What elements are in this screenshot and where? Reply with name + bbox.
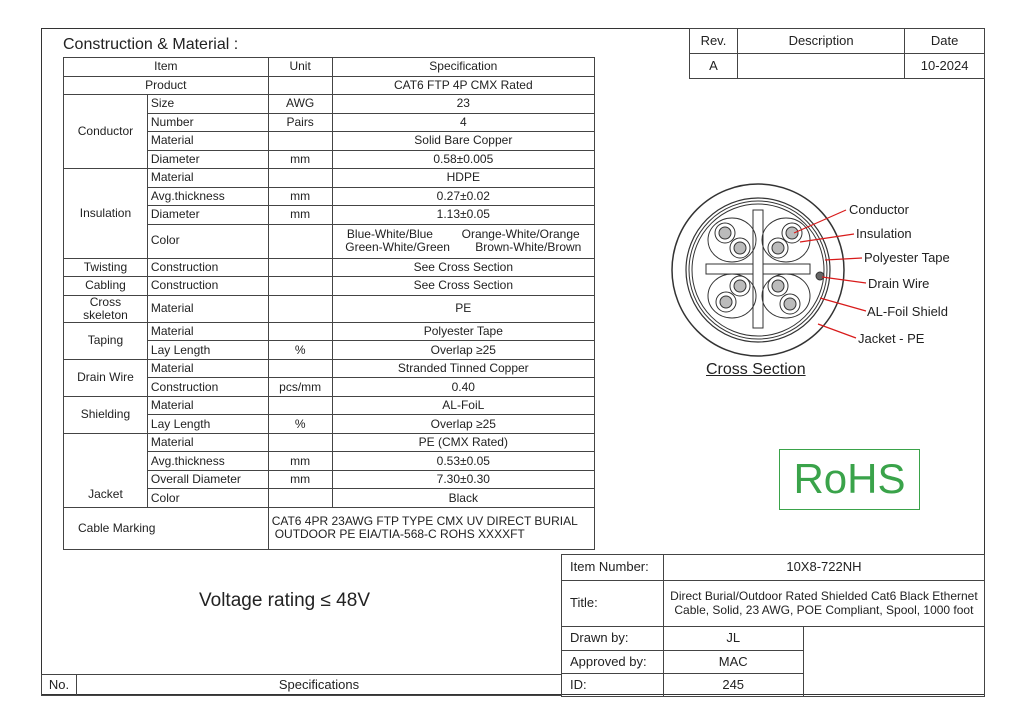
row-spec: 0.27±0.02 bbox=[332, 187, 594, 206]
header-spec: Specification bbox=[332, 58, 594, 77]
row-spec: See Cross Section bbox=[332, 258, 594, 277]
group-label: Twisting bbox=[64, 258, 148, 277]
row-spec: 0.53±0.05 bbox=[332, 452, 594, 471]
table-row bbox=[64, 433, 595, 452]
label-jacket: Jacket - PE bbox=[858, 331, 925, 346]
row-spec: 4 bbox=[332, 113, 594, 132]
row-sub: Material bbox=[147, 132, 268, 151]
row-sub: Avg.thickness bbox=[147, 187, 268, 206]
row-unit: AWG bbox=[268, 95, 332, 114]
pair-bottom-right bbox=[762, 274, 810, 318]
row-spec: See Cross Section bbox=[332, 277, 594, 296]
drain-wire-dot bbox=[816, 272, 824, 280]
row-spec: Stranded Tinned Copper bbox=[332, 359, 594, 378]
header-unit: Unit bbox=[268, 58, 332, 77]
row-spec: Solid Bare Copper bbox=[332, 132, 594, 151]
row-spec: Overlap ≥25 bbox=[332, 341, 594, 360]
row-spec: 7.30±0.30 bbox=[332, 470, 594, 489]
row-unit bbox=[268, 132, 332, 151]
revision-row bbox=[690, 54, 985, 79]
cross-section-diagram bbox=[660, 180, 960, 360]
rohs-mark: RoHS bbox=[779, 449, 920, 510]
title-block bbox=[561, 554, 985, 697]
color-pair: Green-White/Green bbox=[345, 240, 450, 254]
label-conductor: Conductor bbox=[849, 202, 909, 217]
section-heading: Construction & Material : bbox=[63, 36, 239, 53]
table-row bbox=[64, 76, 595, 95]
group-label: Shielding bbox=[64, 396, 148, 433]
color-pair: Brown-White/Brown bbox=[475, 240, 582, 254]
date-value: 10-2024 bbox=[905, 54, 985, 79]
title-value bbox=[663, 581, 984, 627]
row-sub: Construction bbox=[147, 378, 268, 397]
row-spec: Overlap ≥25 bbox=[332, 415, 594, 434]
row-spec: Polyester Tape bbox=[332, 322, 594, 341]
row-sub: Overall Diameter bbox=[147, 470, 268, 489]
row-spec: Black bbox=[332, 489, 594, 508]
row-sub: Diameter bbox=[147, 150, 268, 169]
row-unit bbox=[268, 169, 332, 188]
row-sub: Lay Length bbox=[147, 415, 268, 434]
title-block-row bbox=[562, 555, 985, 581]
row-sub: Number bbox=[147, 113, 268, 132]
row-spec: PE bbox=[332, 295, 594, 322]
footer-specifications: Specifications bbox=[76, 675, 561, 696]
row-sub: Material bbox=[147, 359, 268, 378]
table-row bbox=[64, 258, 595, 277]
row-spec: 1.13±0.05 bbox=[332, 206, 594, 225]
row-unit: mm bbox=[268, 470, 332, 489]
drawn-by-label: Drawn by: bbox=[562, 627, 664, 651]
row-sub: Material bbox=[147, 169, 268, 188]
group-label: Jacket bbox=[64, 433, 148, 507]
revision-table bbox=[689, 28, 985, 79]
drawn-by-value: JL bbox=[663, 627, 803, 651]
id-value: 245 bbox=[663, 674, 803, 697]
header-item: Item bbox=[64, 58, 269, 77]
title-label: Title: bbox=[562, 581, 664, 627]
rev-value: A bbox=[690, 54, 738, 79]
row-sub: Diameter bbox=[147, 206, 268, 225]
row-unit: mm bbox=[268, 150, 332, 169]
row-unit: Pairs bbox=[268, 113, 332, 132]
label-al-foil-shield: AL-Foil Shield bbox=[867, 304, 948, 319]
color-pair: Orange-White/Orange bbox=[461, 226, 580, 241]
title-block-row bbox=[562, 627, 985, 651]
row-unit: mm bbox=[268, 187, 332, 206]
row-unit: % bbox=[268, 341, 332, 360]
group-label: Conductor bbox=[64, 95, 148, 169]
row-spec-color bbox=[332, 224, 594, 258]
table-header-row bbox=[64, 58, 595, 77]
table-row bbox=[64, 277, 595, 296]
row-sub: Color bbox=[147, 224, 268, 258]
row-sub: Size bbox=[147, 95, 268, 114]
callout-labels bbox=[849, 202, 950, 346]
title-line: Cable, Solid, 23 AWG, POE Compliant, Spool, 1000 foot bbox=[674, 602, 974, 617]
row-label: Product bbox=[64, 76, 269, 95]
row-unit: mm bbox=[268, 206, 332, 225]
group-label: Drain Wire bbox=[64, 359, 148, 396]
color-pair: Blue-White/Blue bbox=[346, 226, 433, 241]
pair-top-left bbox=[708, 218, 756, 262]
group-label: Cable Marking bbox=[64, 507, 269, 549]
row-spec: 0.58±0.005 bbox=[332, 150, 594, 169]
pair-top-right bbox=[762, 218, 810, 262]
footer-no: No. bbox=[42, 675, 77, 696]
row-spec: 23 bbox=[332, 95, 594, 114]
label-polyester-tape: Polyester Tape bbox=[864, 250, 950, 265]
row-sub: Construction bbox=[147, 258, 268, 277]
row-sub: Avg.thickness bbox=[147, 452, 268, 471]
row-spec: AL-FoiL bbox=[332, 396, 594, 415]
label-insulation: Insulation bbox=[856, 226, 912, 241]
item-number-value: 10X8-722NH bbox=[663, 555, 984, 581]
description-header: Description bbox=[737, 29, 904, 54]
group-label: Insulation bbox=[64, 169, 148, 259]
spec-table bbox=[63, 57, 595, 550]
row-sub: Color bbox=[147, 489, 268, 508]
approved-by-value: MAC bbox=[663, 651, 803, 674]
table-row bbox=[64, 322, 595, 341]
row-sub: Material bbox=[147, 396, 268, 415]
voltage-rating: Voltage rating ≤ 48V bbox=[199, 590, 370, 611]
group-label: Cabling bbox=[64, 277, 148, 296]
row-sub: Material bbox=[147, 433, 268, 452]
id-label: ID: bbox=[562, 674, 664, 697]
date-header: Date bbox=[905, 29, 985, 54]
row-spec: HDPE bbox=[332, 169, 594, 188]
marking-line: CAT6 4PR 23AWG FTP TYPE CMX UV DIRECT BURIAL bbox=[271, 514, 578, 529]
group-label: Cross skeleton bbox=[64, 295, 148, 322]
cross-section-title: Cross Section bbox=[706, 361, 806, 378]
row-spec: 0.40 bbox=[332, 378, 594, 397]
table-row bbox=[64, 95, 595, 114]
row-spec: PE (CMX Rated) bbox=[332, 433, 594, 452]
row-spec: CAT6 FTP 4P CMX Rated bbox=[332, 76, 594, 95]
row-sub: Material bbox=[147, 322, 268, 341]
cable-marking-text bbox=[268, 507, 594, 549]
marking-line: OUTDOOR PE EIA/TIA-568-C ROHS XXXXFT bbox=[274, 527, 525, 542]
title-block-row bbox=[562, 581, 985, 627]
item-number-label: Item Number: bbox=[562, 555, 664, 581]
group-label: Taping bbox=[64, 322, 148, 359]
table-row bbox=[64, 507, 595, 549]
pair-bottom-left bbox=[708, 274, 756, 318]
description-value bbox=[737, 54, 904, 79]
row-sub: Lay Length bbox=[147, 341, 268, 360]
row-sub: Construction bbox=[147, 277, 268, 296]
label-drain-wire: Drain Wire bbox=[868, 276, 930, 291]
row-unit: mm bbox=[268, 452, 332, 471]
table-row bbox=[64, 359, 595, 378]
table-row bbox=[64, 169, 595, 188]
table-row bbox=[64, 295, 595, 322]
rev-header: Rev. bbox=[690, 29, 738, 54]
row-sub: Material bbox=[147, 295, 268, 322]
row-unit: pcs/mm bbox=[268, 378, 332, 397]
table-row bbox=[64, 396, 595, 415]
footer-row bbox=[41, 674, 562, 696]
revision-header-row bbox=[690, 29, 985, 54]
row-unit: % bbox=[268, 415, 332, 434]
approved-by-label: Approved by: bbox=[562, 651, 664, 674]
title-line: Direct Burial/Outdoor Rated Shielded Cat6 Black Ethernet bbox=[670, 589, 978, 604]
